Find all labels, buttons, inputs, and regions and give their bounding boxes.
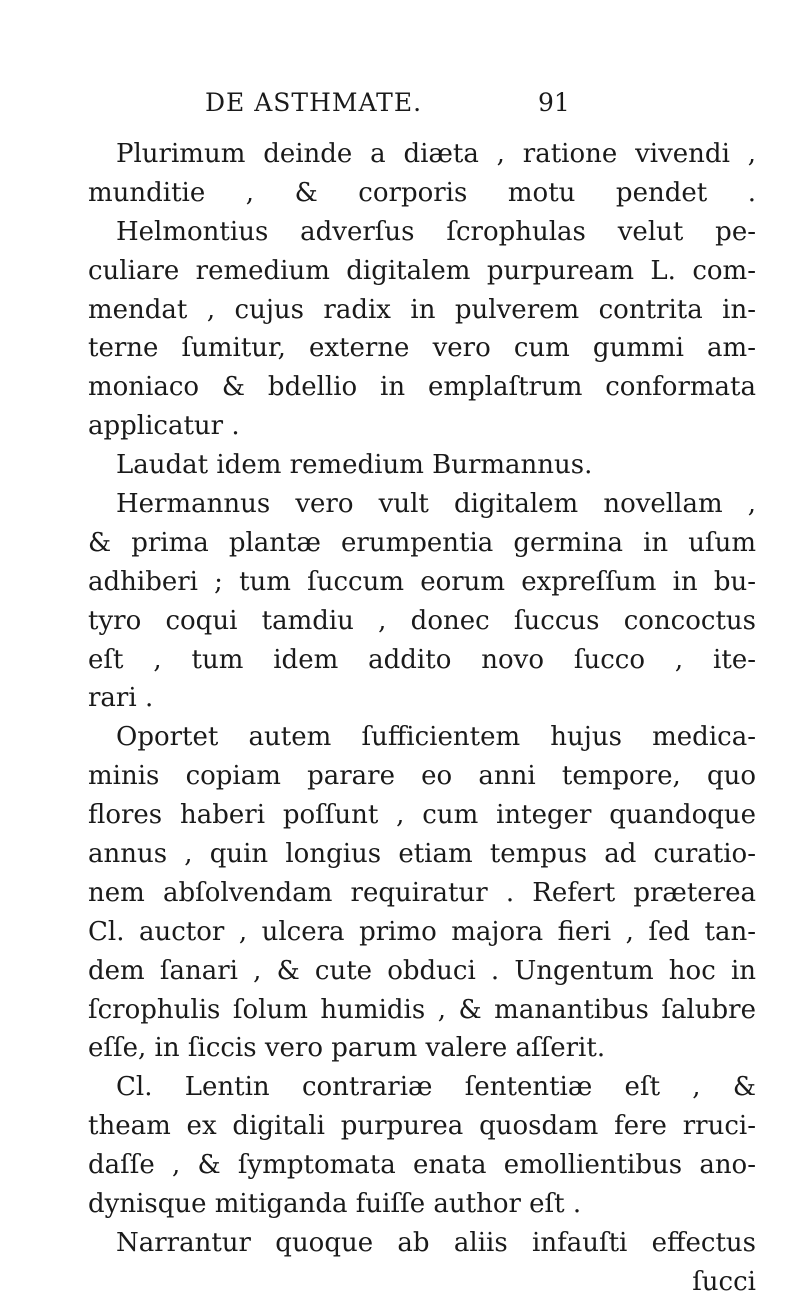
text-line: Laudat idem remedium Burmannus.	[116, 450, 593, 481]
page-number: 91	[538, 88, 570, 117]
text-line: dynisque mitiganda fuiſſe author eſt .	[88, 1189, 582, 1220]
page-header	[0, 88, 800, 128]
text-line: ſcrophulis ſolum humidis , & manantibus ſalubre	[88, 994, 756, 1025]
text-line: Oportet autem ſufficientem hujus medica-	[116, 722, 756, 753]
text-line: Helmontius adverſus ſcrophulas velut pe-	[116, 216, 756, 247]
text-line: nem abſolvendam requiratur . Refert præterea	[88, 877, 756, 908]
text-line: rari .	[88, 683, 154, 714]
text-line: eſt , tum idem addito novo ſucco , ite-	[88, 644, 756, 675]
text-line: moniaco & bdellio in emplaſtrum conformata	[88, 372, 756, 403]
text-line: minis copiam parare eo anni tempore, quo	[88, 761, 756, 792]
text-line: munditie , & corporis motu pendet .	[88, 177, 756, 208]
text-line: terne ſumitur, externe vero cum gummi am-	[88, 333, 756, 364]
text-line: annus , quin longius etiam tempus ad curatio-	[88, 839, 756, 870]
body-text	[88, 135, 756, 1302]
text-line: Hermannus vero vult digitalem novellam ,	[116, 489, 756, 520]
text-line: tyro coqui tamdiu , donec ſuccus concoctus	[88, 605, 756, 636]
text-line: Cl. Lentin contrariæ ſententiæ eſt , &	[116, 1072, 756, 1103]
text-line: dem ſanari , & cute obduci . Ungentum hoc in	[88, 955, 756, 986]
text-line: Cl. auctor , ulcera primo majora fieri , ſed tan-	[88, 916, 756, 947]
text-line: Plurimum deinde a diæta , ratione vivendi ,	[116, 139, 756, 169]
text-line: theam ex digitali purpurea quosdam fere rruci-	[88, 1111, 756, 1142]
text-line: daſſe , & ſymptomata enata emollientibus ano-	[88, 1150, 756, 1181]
text-line: Narrantur quoque ab aliis infauſti effectus	[116, 1227, 756, 1258]
running-head: DE ASTHMATE.	[205, 88, 423, 117]
text-line: applicatur .	[88, 411, 240, 442]
text-line: eſſe, in ſiccis vero parum valere aſſerit.	[88, 1033, 606, 1064]
text-line: mendat , cujus radix in pulverem contrita in-	[88, 294, 756, 325]
text-line: adhiberi ; tum ſuccum eorum expreſſum in bu-	[88, 566, 756, 597]
text-line: flores haberi poſſunt , cum integer quandoque	[88, 800, 756, 831]
text-line: & prima plantæ erumpentia germina in uſum	[88, 527, 756, 558]
text-line: culiare remedium digitalem purpuream L. com-	[88, 255, 756, 286]
catchword: ſucci	[692, 1266, 756, 1297]
